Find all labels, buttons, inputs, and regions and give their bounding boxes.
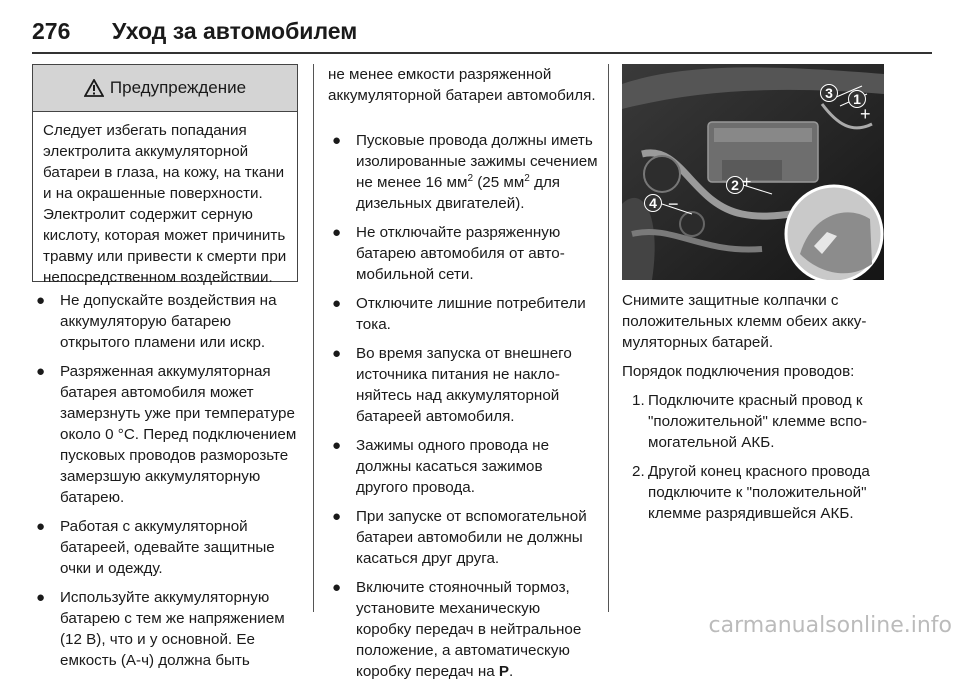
bullet-icon: ●: [332, 579, 342, 596]
column2-bullet-list: [328, 130, 598, 690]
engine-bay-illustration: [622, 64, 884, 280]
warning-box: [32, 64, 298, 286]
list-item: ● Используйте аккумуляторную батарею с тем же напряжением (12 В), что и у основной. Ее емкость (А-ч) должна быть: [36, 589, 285, 669]
list-item: ● Не отключайте разряженную батарею автомобиля от автомобильной сети.: [332, 224, 565, 283]
callout-4: 4: [644, 194, 662, 212]
warning-header: [33, 65, 297, 112]
column-divider-1: [313, 64, 314, 612]
bullet-icon: ●: [332, 224, 342, 241]
list-item: ● При запуске от вспомогательной батареи автомобили не должны касаться друг друга.: [332, 508, 587, 567]
header-divider: [32, 52, 932, 54]
warning-icon: [84, 79, 104, 97]
column2-continuation: не менее емкости разряженной аккумуляторной батареи автомобиля.: [328, 66, 596, 104]
step-number: 1.: [632, 392, 645, 409]
warning-text: Следует избегать попадания электролита аккумуляторной батареи в глаза, на кожу, на ткани и на окрашенные поверхности. Электролит содержит серную кислоту, которая может причинить травму или привести к смерти при непосредственном воздействии.: [43, 122, 287, 286]
plus-terminal-icon-2: +: [742, 174, 752, 191]
list-item: ● Пусковые провода должны иметь изолированные зажимы сечением не менее 16 $мм^2$ (25 $мм^2$ для дизельных двигателей).: [332, 132, 598, 212]
procedure-steps: [622, 390, 922, 524]
page-title: Уход за автомобилем: [112, 18, 358, 44]
step-number: 2.: [632, 463, 645, 480]
list-item: ● Включите стояночный тормоз, установите механическую коробку передач в нейтральное положение, а автоматическую коробку передач на P.: [332, 579, 582, 680]
callout-3: 3: [820, 84, 838, 102]
list-item: ● Отключите лишние потребители тока.: [332, 295, 586, 333]
list-item: ● Разряженная аккумуляторная батарея автомобиля может замерзнуть уже при температуре около 0 °C. Перед подключением пусковых проводов разморозьте замерзшую аккумуляторную батарею.: [36, 363, 297, 506]
bullet-icon: ●: [332, 295, 342, 312]
plus-terminal-icon: +: [860, 104, 871, 124]
bullet-icon: ●: [332, 508, 342, 525]
list-item: ● Зажимы одного провода не должны касаться зажимов другого провода.: [332, 437, 550, 496]
list-item: 1. Подключите красный провод к "положительной" клемме вспомогательной АКБ.: [632, 392, 868, 451]
callout-1: 1: [848, 90, 866, 108]
bullet-icon: ●: [36, 518, 46, 535]
bullet-icon: ●: [36, 363, 46, 380]
column-divider-2: [608, 64, 609, 612]
list-item: ● Не допускайте воздействия на аккумуляторую батарею открытого пламени или искр.: [36, 292, 277, 351]
bullet-icon: ●: [332, 345, 342, 362]
warning-title: Предупреждение: [109, 78, 247, 97]
watermark: carmanualsonline.info: [708, 613, 952, 638]
instruction-intro: Снимите защитные колпачки с положительных клемм обеих аккумуляторных батарей.: [622, 292, 867, 351]
bullet-icon: ●: [332, 132, 342, 149]
bullet-icon: ●: [36, 292, 46, 309]
list-item: ● Во время запуска от внешнего источника питания не наклоняйтесь над аккумуляторной батареей автомобиля.: [332, 345, 572, 425]
callout-2: 2: [726, 176, 744, 194]
list-item: ● Работая с аккумуляторной батареей, одевайте защитные очки и одежду.: [36, 518, 275, 577]
column3: [622, 290, 922, 532]
page-number: 276: [32, 18, 71, 44]
bullet-icon: ●: [332, 437, 342, 454]
procedure-title: Порядок подключения проводов:: [622, 363, 855, 380]
list-item: 2. Другой конец красного провода подключите к "положительной" клемме разрядившейся АКБ.: [632, 463, 870, 522]
engine-bay-drawing: [622, 64, 884, 280]
minus-terminal-icon: −: [668, 194, 679, 214]
bullet-icon: ●: [36, 589, 46, 606]
column1-bullet-list: [32, 290, 302, 679]
